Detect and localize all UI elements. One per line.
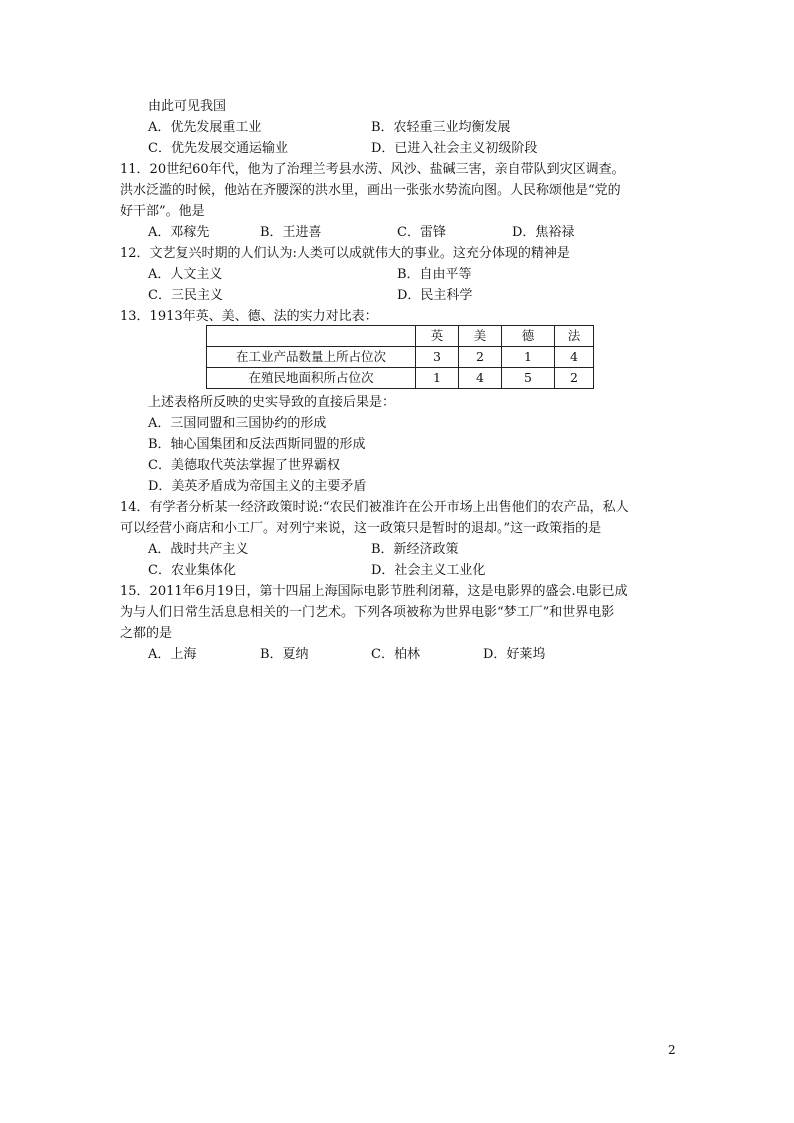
q15-stem-line-2: 为与人们日常生活息息相关的一门艺术。下列各项被称为世界电影“梦工厂”和世界电影 [120,605,615,620]
table-header-france: 法 [555,326,594,347]
page-number: 2 [668,1043,676,1057]
table-header-germany: 德 [502,326,555,347]
table-cell: 3 [416,347,459,368]
q12-option-c: C．三民主义 [148,288,223,303]
q10-option-d: D．已进入社会主义初级阶段 [371,141,538,156]
table-row-label: 在殖民地面积所占位次 [207,368,416,389]
q14-stem-line-2: 可以经营小商店和小工厂。对列宁来说，这一政策只是暂时的退却。”这一政策指的是 [120,521,602,536]
table-cell: 2 [555,368,594,389]
q14-stem-line-1: 14．有学者分析某一经济政策时说:“农民们被准许在公开市场上出售他们的农产品，私人 [120,500,629,515]
table-cell: 4 [459,368,502,389]
q10-stem-tail: 由此可见我国 [148,99,227,114]
q15-option-b: B．夏纳 [260,647,309,662]
table-cell: 1 [502,347,555,368]
q13-option-c: C．美德取代英法掌握了世界霸权 [148,458,340,473]
q13-option-b: B．轴心国集团和反法西斯同盟的形成 [148,437,366,452]
table-cell: 1 [416,368,459,389]
q13-question: 上述表格所反映的史实导致的直接后果是： [148,395,396,410]
q10-option-a: A．优先发展重工业 [148,120,262,135]
q15-stem-line-1: 15．2011年6月19日，第十四届上海国际电影节胜利闭幕，这是电影界的盛会.电影已成 [120,584,628,599]
table-row-label: 在工业产品数量上所占位次 [207,347,416,368]
q11-stem-line-2: 洪水泛滥的时候，他站在齐腰深的洪水里，画出一张张水势流向图。人民称颂他是“党的 [120,183,621,198]
table-cell: 2 [459,347,502,368]
q15-option-a: A．上海 [148,647,197,662]
q15-option-c: C．柏林 [371,647,420,662]
q14-option-c: C．农业集体化 [148,563,236,578]
q13-stem: 13．1913年英、美、德、法的实力对比表： [120,309,378,324]
q15-option-d: D．好莱坞 [483,647,546,662]
q11-option-a: A．邓稼先 [148,225,210,240]
q15-stem-line-3: 之都的是 [120,626,173,641]
q11-stem-line-3: 好干部”。他是 [120,204,205,219]
table-header-britain: 英 [416,326,459,347]
q11-stem-line-1: 11．20世纪60年代，他为了治理兰考县水涝、风沙、盐碱三害，亲自带队到灾区调查。 [120,162,625,177]
q13-option-a: A．三国同盟和三国协约的形成 [148,416,327,431]
table-header-row [207,326,594,347]
q14-option-b: B．新经济政策 [371,542,459,557]
table-cell: 5 [502,368,555,389]
q10-option-c: C．优先发展交通运输业 [148,141,288,156]
q12-option-d: D．民主科学 [397,288,473,303]
power-comparison-table [206,325,594,389]
table-row [207,347,594,368]
q10-option-b: B．农轻重三业均衡发展 [371,120,511,135]
q14-option-a: A．战时共产主义 [148,542,249,557]
q13-option-d: D．美英矛盾成为帝国主义的主要矛盾 [148,479,367,494]
q12-stem: 12．文艺复兴时期的人们认为:人类可以成就伟大的事业。这充分体现的精神是 [120,246,570,261]
q12-option-b: B．自由平等 [397,267,472,282]
q11-option-d: D．焦裕禄 [512,225,575,240]
q11-option-c: C．雷锋 [397,225,446,240]
table-cell: 4 [555,347,594,368]
q12-option-a: A．人文主义 [148,267,223,282]
q11-option-b: B．王进喜 [260,225,322,240]
q14-option-d: D．社会主义工业化 [371,563,486,578]
table-row [207,368,594,389]
table-header-usa: 美 [459,326,502,347]
table-header-blank [207,326,416,347]
